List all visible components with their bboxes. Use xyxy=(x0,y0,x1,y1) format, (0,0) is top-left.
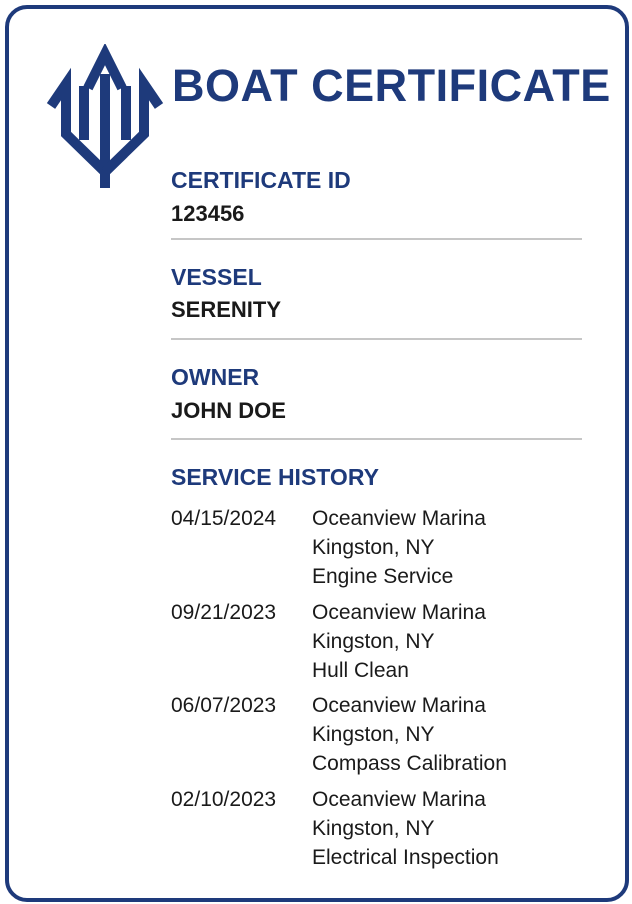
service-date: 04/15/2024 xyxy=(171,507,277,530)
divider xyxy=(171,438,582,440)
service-date: 06/07/2023 xyxy=(171,694,277,717)
service-details xyxy=(312,691,507,785)
service-entry xyxy=(171,785,601,879)
service-location: Kingston, NY xyxy=(312,816,435,840)
service-location: Kingston, NY xyxy=(312,536,435,559)
service-history-label: SERVICE HISTORY xyxy=(171,464,379,490)
page-title: BOAT CERTIFICATE xyxy=(172,60,611,111)
owner-value: JOHN DOE xyxy=(171,398,286,423)
divider xyxy=(171,338,582,340)
trident-icon xyxy=(46,44,164,192)
service-entry xyxy=(171,691,601,785)
service-type: Compass Calibration xyxy=(312,752,507,775)
service-location: Kingston, NY xyxy=(312,723,435,746)
service-marina: Oceanview Marina xyxy=(312,507,486,530)
certificate-id-label: CERTIFICATE ID xyxy=(171,167,351,193)
service-details xyxy=(312,504,486,598)
service-history-list xyxy=(171,504,601,878)
service-date: 09/21/2023 xyxy=(171,600,277,624)
service-type: Engine Service xyxy=(312,565,454,588)
vessel-value: SERENITY xyxy=(171,297,282,322)
service-type: Hull Clean xyxy=(312,658,409,682)
service-date: 02/10/2023 xyxy=(171,787,277,811)
service-details xyxy=(312,785,499,879)
service-details xyxy=(312,598,486,692)
service-location: Kingston, NY xyxy=(312,629,435,653)
owner-label: OWNER xyxy=(171,364,260,390)
divider xyxy=(171,238,582,240)
certificate-id-value: 123456 xyxy=(171,201,245,226)
service-marina: Oceanview Marina xyxy=(312,787,486,811)
service-entry xyxy=(171,504,601,598)
service-marina: Oceanview Marina xyxy=(312,600,486,624)
service-marina: Oceanview Marina xyxy=(312,694,486,717)
service-type: Electrical Inspection xyxy=(312,845,499,869)
vessel-label: VESSEL xyxy=(171,264,262,290)
service-entry xyxy=(171,598,601,692)
